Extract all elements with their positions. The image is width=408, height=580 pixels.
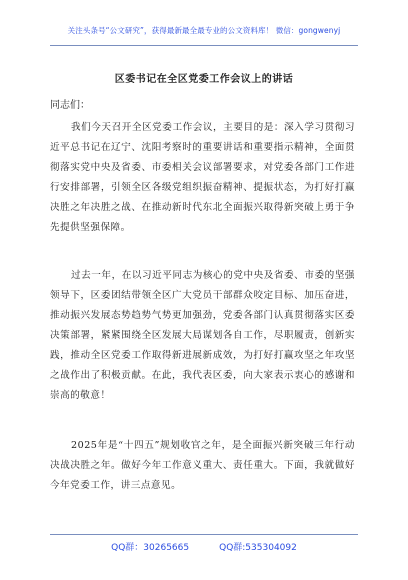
footer-divider: [50, 534, 358, 535]
paragraph-review: 过去一年，在以习近平同志为核心的党中央及省委、市委的坚强领导下，区委团结带领全区广大党员干部群众咬定目标、加压奋进，推动振兴发展态势趋势气势更加强劲，党委各部门认真贯彻落实区委决策部署，紧紧围绕全区发展大局谋划各自工作，尽职履责，创新实践，推动全区党委工作取得新进展新成效，为打好打赢攻坚之年攻坚之战作出了积极贡献。在此，我代表区委，向大家表示衷心的感谢和崇高的敬意！: [50, 270, 355, 401]
salutation: 同志们：: [50, 100, 90, 111]
paragraph-outlook: 2025年是“十四五”规划收官之年，是全面振兴新突破三年行动决战决胜之年。做好今年工作意义重大、责任重大。下面，我就做好今年党委工作，讲三点意见。: [50, 440, 355, 491]
header-promo-note: 关注头条号“公文研究”，获得最新最全最专业的公文资料库！ 微信：gongwenyj: [67, 26, 341, 35]
footer-qq-group-1: QQ群：30265665: [111, 543, 190, 553]
document-title: 区委书记在全区党委工作会议上的讲话: [114, 74, 294, 85]
header-divider: [50, 45, 358, 46]
footer-qq-group-2: QQ群:535304092: [219, 543, 297, 553]
footer-contact: [0, 540, 408, 553]
paragraph-opening: 我们今天召开全区党委工作会议，主要目的是：深入学习贯彻习近平总书记在辽宁、沈阳考察时的重要讲话和重要指示精神，全面贯彻落实党中央及省委、市委相关会议部署要求，对党委各部门工作进行安排部署，引领全区各级党组织振奋精神、提振状态，为打好打赢决胜之年决胜之战、在推动新时代东北全面振兴取得新突破上勇于争先提供坚强保障。: [50, 122, 355, 233]
